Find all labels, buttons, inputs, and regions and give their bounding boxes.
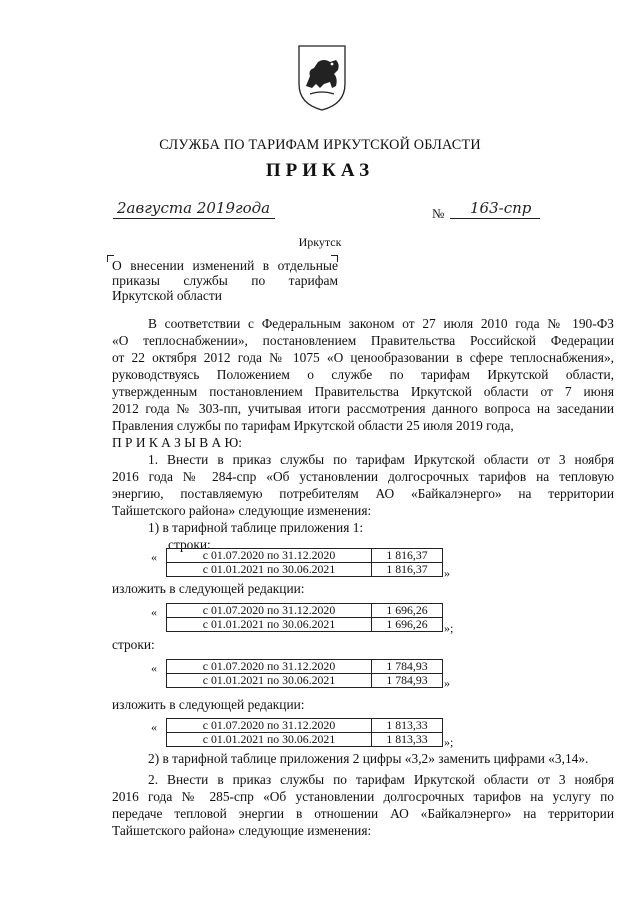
period-cell: с 01.07.2020 по 31.12.2020 [167, 660, 372, 674]
value-cell: 1 816,37 [372, 549, 443, 563]
coat-of-arms-emblem [296, 42, 348, 112]
preamble-line: от 22 октября 2012 года № 1075 «О ценообразовании в сфере теплоснабжения», [112, 350, 614, 365]
period-cell: с 01.07.2020 по 31.12.2020 [167, 719, 372, 733]
preamble-line: Правления службы по тарифам Иркутской области 25 июля 2019 года, [112, 418, 514, 433]
value-cell: 1 784,93 [372, 674, 443, 688]
rows-label: строки: [168, 537, 211, 552]
table-row [167, 604, 443, 618]
quote-open: « [151, 661, 157, 675]
value-cell: 1 813,33 [372, 719, 443, 733]
tariff-table-d [166, 718, 443, 747]
table-row [167, 733, 443, 747]
value-cell: 1 816,37 [372, 563, 443, 577]
item-1-line: 2016 года № 284-спр «Об установлении долгосрочных тарифов на тепловую [112, 469, 614, 484]
organization-name: СЛУЖБА ПО ТАРИФАМ ИРКУТСКОЙ ОБЛАСТИ [159, 137, 481, 153]
preamble-line: 2012 года № 303-пп, учитывая итоги рассмотрения данного вопроса на заседании [112, 401, 614, 416]
period-cell: с 01.01.2021 по 30.06.2021 [167, 618, 372, 632]
value-cell: 1 813,33 [372, 733, 443, 747]
date-handwritten: 2августа 2019года [117, 199, 271, 217]
preamble-line: В соответствии с Федеральным законом от 27 июля 2010 года № 190-ФЗ [148, 316, 614, 331]
table-row [167, 674, 443, 688]
quote-close: » [444, 566, 450, 580]
item-1-2: 2) в тарифной таблице приложения 2 цифры «3,2» заменить цифрами «3,14». [148, 751, 589, 766]
order-word: П Р И К А З Ы В А Ю: [112, 435, 242, 450]
quote-close: » [444, 676, 450, 690]
item-2-line: 2. Внести в приказ службы по тарифам Иркутской области от 3 ноября [148, 772, 614, 787]
table-row [167, 719, 443, 733]
city-label: Иркутск [298, 235, 342, 249]
table-row [167, 549, 443, 563]
item-1-1: 1) в тарифной таблице приложения 1: [148, 520, 364, 535]
period-cell: с 01.01.2021 по 30.06.2021 [167, 674, 372, 688]
quote-close: »; [444, 735, 454, 749]
period-cell: с 01.01.2021 по 30.06.2021 [167, 733, 372, 747]
tariff-table-b [166, 603, 443, 632]
quote-close: »; [444, 621, 454, 635]
tariff-table-c [166, 659, 443, 688]
item-1 [112, 451, 614, 519]
table-row [167, 660, 443, 674]
number-underline [450, 218, 540, 219]
value-cell: 1 696,26 [372, 604, 443, 618]
preamble-line: утвержденным постановлением Правительства Иркутской области от 7 июня [112, 384, 614, 399]
order-subject [112, 258, 338, 303]
item-2 [112, 771, 614, 839]
rows-label-2: строки: [112, 637, 155, 652]
value-cell: 1 784,93 [372, 660, 443, 674]
preamble [112, 315, 614, 451]
table-row [167, 618, 443, 632]
replace-label-2: изложить в следующей редакции: [112, 697, 305, 712]
date-underline [113, 218, 275, 219]
quote-open: « [151, 550, 157, 564]
preamble-line: руководствуясь Положением о службе по тарифам Иркутской области, [112, 367, 614, 382]
item-1-line: Тайшетского района» следующие изменения: [112, 503, 372, 518]
item-1-line: энергию, поставляемую потребителям АО «Байкалэнерго» на территории [112, 486, 614, 501]
period-cell: с 01.07.2020 по 31.12.2020 [167, 549, 372, 563]
quote-open: « [151, 605, 157, 619]
subject-line: Иркутской области [112, 288, 223, 303]
quote-open: « [151, 720, 157, 734]
number-label: № [432, 206, 445, 221]
tariff-table-a [166, 548, 443, 577]
subject-line: О внесении изменений в отдельные [112, 258, 338, 273]
preamble-line: «О теплоснабжении», постановлением Правительства Российской Федерации [112, 333, 614, 348]
item-2-line: 2016 года № 285-спр «Об установлении долгосрочных тарифов на услугу по [112, 789, 614, 804]
table-row [167, 563, 443, 577]
period-cell: с 01.01.2021 по 30.06.2021 [167, 563, 372, 577]
number-handwritten: 163-спр [470, 199, 532, 217]
subject-line: приказы службы по тарифам [112, 273, 338, 288]
item-2-line: передаче тепловой энергии в отношении АО «Байкалэнерго» на территории [112, 806, 614, 821]
value-cell: 1 696,26 [372, 618, 443, 632]
replace-label: изложить в следующей редакции: [112, 581, 305, 596]
document-title: ПРИКАЗ [265, 160, 375, 181]
item-1-line: 1. Внести в приказ службы по тарифам Иркутской области от 3 ноября [148, 452, 614, 467]
item-2-line: Тайшетского района» следующие изменения: [112, 823, 372, 838]
period-cell: с 01.07.2020 по 31.12.2020 [167, 604, 372, 618]
